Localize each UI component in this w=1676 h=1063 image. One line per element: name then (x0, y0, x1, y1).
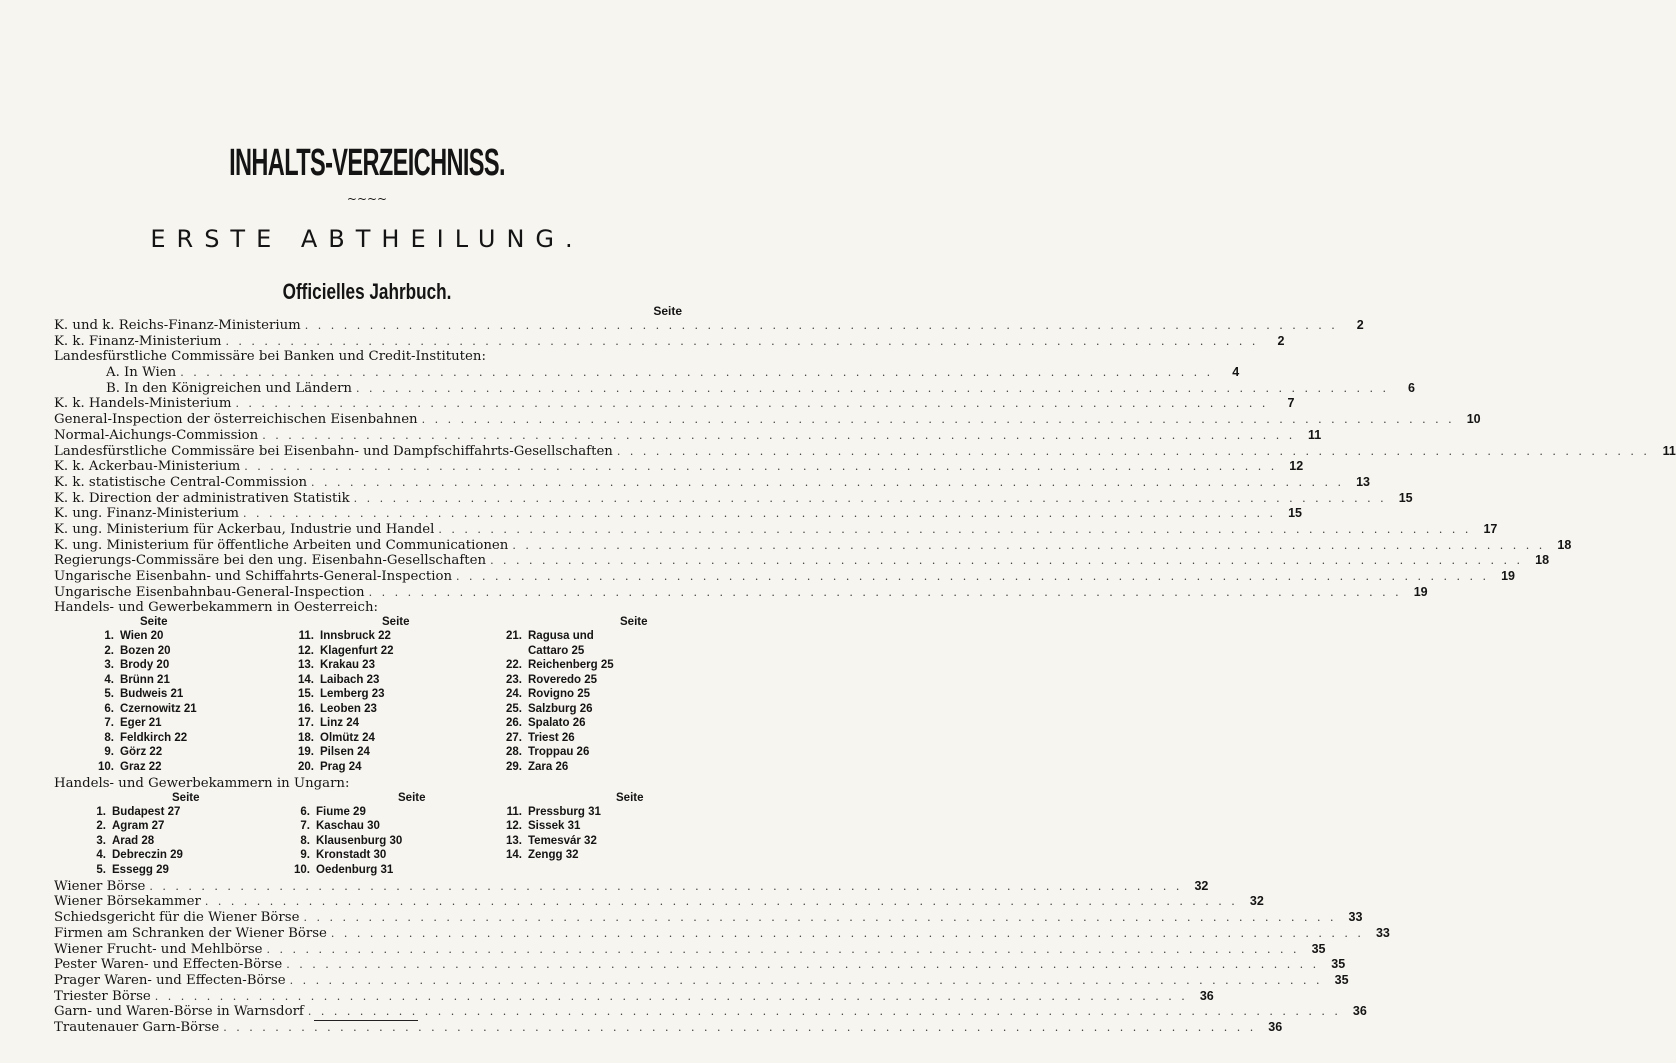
chamber-number: 23. (506, 673, 522, 686)
toc-entry-page: 4 (1232, 365, 1240, 380)
chamber-item (292, 673, 410, 688)
chamber-item (500, 629, 648, 644)
chamber-number: 3. (104, 659, 114, 672)
chamber-item (288, 805, 426, 820)
toc-entry-label: K. k. Finanz-Ministerium (54, 333, 222, 349)
chamber-number: 14. (298, 673, 314, 686)
leader-dots: . . . . . . . . . . . . . . . . . . . . . . . . . . . . . . . . . . . . . . . . . . . . . . . . . . . . . . . . . . . . . . . . . . . . . . . . . . . . . . . . (330, 926, 1364, 940)
toc-entry-page: 12 (1289, 459, 1304, 474)
column-seite-label: Seite (620, 616, 648, 629)
page-title: INHALTS-VERZEICHNISS. (229, 142, 505, 184)
toc-entry (54, 569, 1515, 585)
chamber-name: Kaschau 30 (316, 820, 380, 833)
chamber-name: Feldkirch 22 (120, 731, 188, 744)
chamber-item (500, 834, 644, 849)
leader-dots: . . . . . . . . . . . . . . . . . . . . . . . . . . . . . . . . . . . . . . . . . . . . . . . . . . . . . . . . . . . . . . . . . . . . . . . . . . . . . . . . (356, 381, 1389, 395)
toc-entry (54, 443, 1676, 460)
toc-entry-page: 11 (1307, 427, 1322, 442)
toc-entry-page: 36 (1199, 988, 1214, 1003)
chamber-item (84, 848, 200, 863)
chamber-name: Reichenberg 25 (528, 659, 614, 672)
toc-entry (54, 1004, 1367, 1020)
chamber-name: Eger 21 (120, 717, 162, 730)
toc-entry-label: Ungarische Eisenbahnbau-General-Inspection (54, 584, 365, 600)
toc-entry-page: 32 (1249, 894, 1264, 909)
toc-entry-label: K. k. statistische Central-Commission (54, 474, 308, 490)
chamber-item (292, 644, 410, 659)
leader-dots: . . . . . . . . . . . . . . . . . . . . . . . . . . . . . . . . . . . . . . . . . . . . . . . . . . . . . . . . . . . . . . . . . . . . . . . . . . . . . . . . (368, 585, 1402, 599)
toc-entry-page: 36 (1268, 1019, 1283, 1034)
chamber-number: 19. (298, 746, 314, 759)
toc-entry (54, 396, 1295, 412)
chamber-number: 2. (104, 644, 114, 657)
toc-entry-page: 2 (1356, 318, 1364, 332)
chamber-item (92, 731, 197, 746)
chamber-name: Brünn 21 (120, 673, 170, 686)
chamber-name: Klagenfurt 22 (320, 644, 394, 657)
leader-dots: . . . . . . . . . . . . . . . . . . . . . . . . . . . . . . . . . . . . . . . . . . . . . . . . . . . . . . . . . . . . . . . . . . . . . . . . . . . . . . . . (180, 366, 1214, 380)
chamber-number: 4. (104, 673, 114, 686)
toc-entry-page: 18 (1535, 553, 1550, 568)
toc-entry (54, 333, 1285, 350)
leader-dots: . . . . . . . . . . . . . . . . . . . . . . . . . . . . . . . . . . . . . . . . . . . . . . . . . . . . . . . . . . . . . . . . . . . . . . . . . . . . . . . . (421, 413, 1455, 427)
toc-entry-label: A. In Wien (106, 365, 177, 381)
toc-entry (54, 412, 1481, 428)
chamber-number: 25. (506, 702, 522, 715)
toc-entry-page: 19 (1501, 569, 1515, 583)
chamber-name: Wien 20 (120, 630, 164, 643)
chamber-number: 4. (96, 849, 106, 862)
entries-bottom (54, 878, 1390, 1036)
toc-entry (54, 957, 1346, 973)
leader-dots: . . . . . . . . . . . . . . . . . . . . . . . . . . . . . . . . . . . . . . . . . . . . . . . . . . . . . . . . . . . . . . . . . . . . . . . . . . . . . . . . (225, 334, 1259, 348)
toc-entry (54, 910, 1363, 926)
austria-chambers-grid (54, 616, 686, 776)
toc-entry-page: 17 (1483, 521, 1498, 536)
toc-entry-label: Ungarische Eisenbahn- und Schiffahrts-General-Inspection (54, 569, 453, 584)
chamber-number: 28. (506, 746, 522, 759)
leader-dots: . . . . . . . . . . . . . . . . . . . . . . . . . . . . . . . . . . . . . . . . . . . . . . . . . . . . . . . . . . . . . . . . . . . . . . . . . . . . . . . . (235, 397, 1269, 411)
chamber-name: Krakau 23 (320, 659, 375, 672)
leader-dots: . . . . . . . . . . . . . . . . . . . . . . . . . . . . . . . . . . . . . . . . . . . . . . . . . . . . . . . . . . . . . . . . . . . . . . . . . . . . . . . . (204, 895, 1238, 909)
title-ornament: ~~~~ (346, 192, 388, 206)
chamber-item (292, 702, 410, 717)
chamber-name: Temesvár 32 (528, 834, 597, 847)
chamber-item (500, 745, 648, 760)
toc-entry-label: K. ung. Ministerium für öffentliche Arbeiten und Communicationen (54, 537, 509, 553)
chamber-column (500, 792, 644, 863)
toc-entry-label: Regierungs-Commissäre bei den ung. Eisenbahn-Gesellschaften (54, 553, 487, 569)
chamber-item (92, 629, 197, 644)
chamber-item (500, 687, 648, 702)
chamber-number: 9. (104, 746, 114, 759)
chamber-number: 1. (104, 630, 114, 643)
toc-entry (54, 459, 1304, 475)
toc-entry-label: Wiener Börse (54, 878, 146, 894)
chamber-name: Troppau 26 (528, 746, 590, 759)
entries-top (54, 318, 1364, 349)
chamber-item (92, 673, 197, 688)
leader-dots: . . . . . . . . . . . . . . . . . . . . . . . . . . . . . . . . . . . . . . . . . . . . . . . . . . . . . . . . . . . . . . . . . . . . . . . . . . . . . . . . (266, 942, 1300, 956)
chamber-number: 8. (300, 834, 310, 847)
toc-entry (54, 878, 1209, 895)
chamber-item (500, 644, 648, 659)
chamber-column (500, 616, 648, 774)
chamber-name: Innsbruck 22 (320, 630, 391, 643)
toc-entry (54, 553, 1550, 569)
chamber-item (92, 702, 197, 717)
chamber-item (292, 760, 410, 775)
toc-entry-page: 6 (1408, 380, 1415, 395)
toc-entry-page: 2 (1277, 333, 1285, 348)
chamber-name: Rovigno 25 (528, 688, 590, 701)
chamber-item (92, 644, 197, 659)
leader-dots: . . . . . . . . . . . . . . . . . . . . . . . . . . . . . . . . . . . . . . . . . . . . . . . . . . . . . . . . . . . . . . . . . . . . . . . . . . . . . . . . (154, 989, 1188, 1003)
chamber-number: 10. (294, 863, 310, 876)
chamber-name: Zara 26 (528, 760, 569, 773)
chamber-item (292, 658, 410, 673)
chamber-number: 11. (506, 805, 522, 818)
chamber-column (292, 616, 410, 774)
chamber-item (288, 848, 426, 863)
chamber-item (84, 834, 200, 849)
chamber-number: 6. (300, 805, 310, 818)
toc-entry-page: 35 (1334, 972, 1349, 987)
leader-dots: . . . . . . . . . . . . . . . . . . . . . . . . . . . . . . . . . . . . . . . . . . . . . . . . . . . . . . . . . . . . . . . . . . . . . . . . . . . . . . . . (512, 538, 1546, 552)
toc-entry (54, 474, 1371, 491)
toc-entry-label: K. k. Direction der administrativen Statistik (54, 490, 350, 506)
chamber-name: Klausenburg 30 (316, 834, 403, 847)
chamber-name: Graz 22 (120, 760, 162, 773)
column-seite-label: Seite (398, 791, 426, 804)
chamber-name: Spalato 26 (528, 717, 586, 730)
toc-entry-label: B. In den Königreichen und Ländern (106, 380, 352, 396)
chamber-number: 15. (298, 688, 314, 701)
leader-dots: . . . . . . . . . . . . . . . . . . . . . . . . . . . . . . . . . . . . . . . . . . . . . . . . . . . . . . . . . . . . . . . . . . . . . . . . . . . . . . . . (307, 1005, 1341, 1019)
toc-entry-label: Wiener Frucht- und Mehlbörse (54, 941, 263, 957)
column-seite-label: Seite (172, 791, 200, 804)
toc-entry (54, 584, 1428, 601)
chamber-item (92, 687, 197, 702)
chamber-item (500, 673, 648, 688)
entries-mid (54, 396, 1676, 600)
toc-entry-page: 36 (1352, 1004, 1367, 1019)
leader-dots: . . . . . . . . . . . . . . . . . . . . . . . . . . . . . . . . . . . . . . . . . . . . . . . . . . . . . . . . . . . . . . . . . . . . . . . . . . . . . . . . (438, 522, 1472, 536)
leader-dots: . . . . . . . . . . . . . . . . . . . . . . . . . . . . . . . . . . . . . . . . . . . . . . . . . . . . . . . . . . . . . . . . . . . . . . . . . . . . . . . . (456, 570, 1489, 583)
chamber-name: Oedenburg 31 (316, 863, 394, 876)
chamber-name: Bozen 20 (120, 644, 171, 657)
toc-entry-page: 33 (1348, 910, 1363, 925)
toc-entry (54, 941, 1326, 958)
toc-entry-label: Garn- und Waren-Börse in Warnsdorf (54, 1004, 304, 1020)
chamber-name: Salzburg 26 (528, 702, 593, 715)
chamber-number: 9. (300, 849, 310, 862)
entries-landes (54, 365, 1415, 396)
landes-heading: Landesfürstliche Commissäre bei Banken und Credit-Instituten: (54, 349, 486, 365)
leader-dots: . . . . . . . . . . . . . . . . . . . . . . . . . . . . . . . . . . . . . . . . . . . . . . . . . . . . . . . . . . . . . . . . . . . . . . . . . . . . . . . . (244, 460, 1278, 474)
chamber-name: Triest 26 (528, 731, 575, 744)
leader-dots: . . . . . . . . . . . . . . . . . . . . . . . . . . . . . . . . . . . . . . . . . . . . . . . . . . . . . . . . . . . . . . . . . . . . . . . . . . . . . . . . (616, 444, 1650, 458)
chamber-number: 5. (104, 688, 114, 701)
chamber-number: 10. (98, 760, 114, 773)
chamber-name: Prag 24 (320, 760, 362, 773)
chamber-item (292, 731, 410, 746)
chamber-item (500, 702, 648, 717)
column-seite-label: Seite (140, 616, 168, 629)
toc-entry-label: K. k. Ackerbau-Ministerium (54, 459, 241, 475)
toc-entry (54, 925, 1390, 942)
chamber-number: 13. (298, 659, 314, 672)
austria-heading: Handels- und Gewerbekammern in Oesterreich: (54, 600, 379, 616)
toc-entry-page: 11 (1662, 443, 1676, 458)
chamber-name: Olmütz 24 (320, 731, 375, 744)
toc-entry-label: Triester Börse (54, 988, 151, 1004)
chamber-number: 21. (506, 630, 522, 643)
part-title: ERSTE ABTHEILUNG. (150, 225, 584, 253)
hungary-chambers-grid (54, 792, 686, 879)
chamber-number: 1. (96, 805, 106, 818)
chamber-number: 20. (298, 760, 314, 773)
chamber-item (84, 819, 200, 834)
chamber-column (288, 792, 426, 878)
chamber-number: 7. (300, 820, 310, 833)
toc-entry-page: 15 (1398, 490, 1413, 505)
chamber-item (92, 716, 197, 731)
chamber-item (500, 731, 648, 746)
chamber-name: Pilsen 24 (320, 746, 370, 759)
toc-entry-label: Trautenauer Garn-Börse (54, 1019, 220, 1035)
chamber-name: Fiume 29 (316, 805, 366, 818)
chamber-number: 7. (104, 717, 114, 730)
chamber-name: Leoben 23 (320, 702, 377, 715)
chamber-name: Pressburg 31 (528, 805, 601, 818)
chamber-item (288, 834, 426, 849)
toc-entry-label: General-Inspection der österreichischen Eisenbahnen (54, 412, 418, 428)
chamber-number: 26. (506, 717, 522, 730)
chamber-name: Agram 27 (112, 820, 165, 833)
leader-dots: . . . . . . . . . . . . . . . . . . . . . . . . . . . . . . . . . . . . . . . . . . . . . . . . . . . . . . . . . . . . . . . . . . . . . . . . . . . . . . . . (311, 475, 1345, 489)
chamber-name: Budweis 21 (120, 688, 184, 701)
chamber-number: 13. (506, 834, 522, 847)
leader-dots: . . . . . . . . . . . . . . . . . . . . . . . . . . . . . . . . . . . . . . . . . . . . . . . . . . . . . . . . . . . . . . . . . . . . . . . . . . . . . . . . (286, 958, 1320, 972)
chamber-item (500, 658, 648, 673)
chamber-number: 8. (104, 731, 114, 744)
toc-entry (54, 521, 1498, 538)
toc-entry-label: Wiener Börsekammer (54, 894, 201, 910)
toc-entry-label: Landesfürstliche Commissäre bei Eisenbahn- und Dampfschiffahrts-Gesellschaften (54, 443, 613, 459)
toc-entry (54, 427, 1322, 444)
toc-entry (54, 972, 1349, 989)
chamber-item (292, 629, 410, 644)
chamber-item (288, 819, 426, 834)
toc-entry (54, 1019, 1283, 1036)
chamber-name: Lemberg 23 (320, 688, 385, 701)
toc-entry (54, 988, 1214, 1005)
chamber-number: 12. (298, 644, 314, 657)
chamber-name: Czernowitz 21 (120, 702, 197, 715)
toc-entry (54, 365, 1240, 381)
leader-dots: . . . . . . . . . . . . . . . . . . . . . . . . . . . . . . . . . . . . . . . . . . . . . . . . . . . . . . . . . . . . . . . . . . . . . . . . . . . . . . . . (243, 507, 1276, 521)
chamber-item (84, 805, 200, 820)
chamber-item (92, 760, 197, 775)
chamber-item (292, 745, 410, 760)
toc-entry-label: K. ung. Ministerium für Ackerbau, Industrie und Handel (54, 521, 435, 537)
chamber-name: Brody 20 (120, 659, 170, 672)
chamber-number: 14. (506, 849, 522, 862)
toc-entry-label: Firmen am Schranken der Wiener Börse (54, 925, 327, 941)
chamber-name: Debreczin 29 (112, 849, 183, 862)
toc-entry-page: 35 (1311, 941, 1326, 956)
toc-entry (54, 894, 1264, 910)
toc-entry-page: 33 (1375, 925, 1390, 940)
section-subtitle: Officielles Jahrbuch. (282, 279, 452, 304)
toc-entry (54, 506, 1302, 522)
chamber-number: 12. (506, 820, 522, 833)
chamber-name: Kronstadt 30 (316, 849, 387, 862)
leader-dots: . . . . . . . . . . . . . . . . . . . . . . . . . . . . . . . . . . . . . . . . . . . . . . . . . . . . . . . . . . . . . . . . . . . . . . . . . . . . . . . . (223, 1020, 1257, 1034)
table-of-contents (54, 304, 1676, 1036)
toc-entry-page: 19 (1413, 584, 1428, 599)
toc-entry (54, 318, 1364, 334)
chamber-column (92, 616, 197, 774)
chamber-number: 17. (298, 717, 314, 730)
chamber-name: Budapest 27 (112, 805, 181, 818)
chamber-item (500, 848, 644, 863)
toc-entry-label: Pester Waren- und Effecten-Börse (54, 957, 283, 973)
toc-entry-label: Normal-Aichungs-Commission (54, 427, 259, 443)
chamber-number: 18. (298, 731, 314, 744)
footer-rule (314, 1020, 418, 1021)
column-seite-label: Seite (382, 616, 410, 629)
hungary-heading: Handels- und Gewerbekammern in Ungarn: (54, 776, 350, 792)
toc-entry-page: 35 (1331, 957, 1346, 972)
chamber-number: 6. (104, 702, 114, 715)
chamber-name: Laibach 23 (320, 673, 380, 686)
toc-entry (54, 490, 1413, 507)
toc-entry-label: Prager Waren- und Effecten-Börse (54, 972, 286, 988)
chamber-item (92, 745, 197, 760)
leader-dots: . . . . . . . . . . . . . . . . . . . . . . . . . . . . . . . . . . . . . . . . . . . . . . . . . . . . . . . . . . . . . . . . . . . . . . . . . . . . . . . . (303, 911, 1337, 925)
toc-entry-label: K. und k. Reichs-Finanz-Ministerium (54, 318, 301, 333)
chamber-name: Linz 24 (320, 717, 359, 730)
toc-entry-page: 7 (1287, 396, 1295, 411)
toc-entry-page: 32 (1194, 878, 1209, 893)
leader-dots: . . . . . . . . . . . . . . . . . . . . . . . . . . . . . . . . . . . . . . . . . . . . . . . . . . . . . . . . . . . . . . . . . . . . . . . . . . . . . . . . (262, 428, 1296, 442)
toc-entry-label: K. ung. Finanz-Ministerium (54, 506, 240, 522)
chamber-number: 22. (506, 659, 522, 672)
page-column-header: Seite (653, 304, 682, 318)
toc-entry-label: Schiedsgericht für die Wiener Börse (54, 910, 300, 926)
toc-entry-page: 15 (1288, 506, 1302, 521)
toc-entry-label: K. k. Handels-Ministerium (54, 396, 232, 412)
leader-dots: . . . . . . . . . . . . . . . . . . . . . . . . . . . . . . . . . . . . . . . . . . . . . . . . . . . . . . . . . . . . . . . . . . . . . . . . . . . . . . . . (149, 879, 1183, 893)
chamber-number: 5. (96, 863, 106, 876)
chamber-number: 16. (298, 702, 314, 715)
chamber-number: 3. (96, 834, 106, 847)
toc-entry-page: 13 (1356, 474, 1371, 489)
chamber-name: Cattaro 25 (528, 644, 585, 657)
toc-entry-page: 18 (1557, 537, 1572, 552)
chamber-number: 2. (96, 820, 106, 833)
chamber-number: 29. (506, 760, 522, 773)
chamber-item (292, 716, 410, 731)
chamber-name: Ragusa und (528, 630, 594, 643)
toc-entry-page: 10 (1466, 412, 1481, 427)
leader-dots: . . . . . . . . . . . . . . . . . . . . . . . . . . . . . . . . . . . . . . . . . . . . . . . . . . . . . . . . . . . . . . . . . . . . . . . . . . . . . . . . (353, 491, 1387, 505)
chamber-name: Görz 22 (120, 746, 163, 759)
chamber-name: Roveredo 25 (528, 673, 598, 686)
chamber-item (92, 658, 197, 673)
leader-dots: . . . . . . . . . . . . . . . . . . . . . . . . . . . . . . . . . . . . . . . . . . . . . . . . . . . . . . . . . . . . . . . . . . . . . . . . . . . . . . . . (304, 319, 1338, 332)
chamber-item (500, 819, 644, 834)
chamber-column (84, 792, 200, 878)
chamber-name: Arad 28 (112, 834, 155, 847)
chamber-item (500, 805, 644, 820)
chamber-item (288, 863, 426, 878)
chamber-name: Sissek 31 (528, 820, 581, 833)
chamber-name: Zengg 32 (528, 849, 579, 862)
chamber-name: Essegg 29 (112, 863, 169, 876)
chamber-number: 11. (298, 630, 314, 643)
column-seite-label: Seite (616, 791, 644, 804)
chamber-number: 24. (506, 688, 522, 701)
leader-dots: . . . . . . . . . . . . . . . . . . . . . . . . . . . . . . . . . . . . . . . . . . . . . . . . . . . . . . . . . . . . . . . . . . . . . . . . . . . . . . . . (289, 973, 1323, 987)
chamber-item (500, 760, 648, 775)
toc-entry (54, 537, 1572, 554)
chamber-item (500, 716, 648, 731)
chamber-item (84, 863, 200, 878)
chamber-item (292, 687, 410, 702)
leader-dots: . . . . . . . . . . . . . . . . . . . . . . . . . . . . . . . . . . . . . . . . . . . . . . . . . . . . . . . . . . . . . . . . . . . . . . . . . . . . . . . . (490, 554, 1524, 568)
toc-entry (54, 380, 1415, 397)
chamber-number: 27. (506, 731, 522, 744)
